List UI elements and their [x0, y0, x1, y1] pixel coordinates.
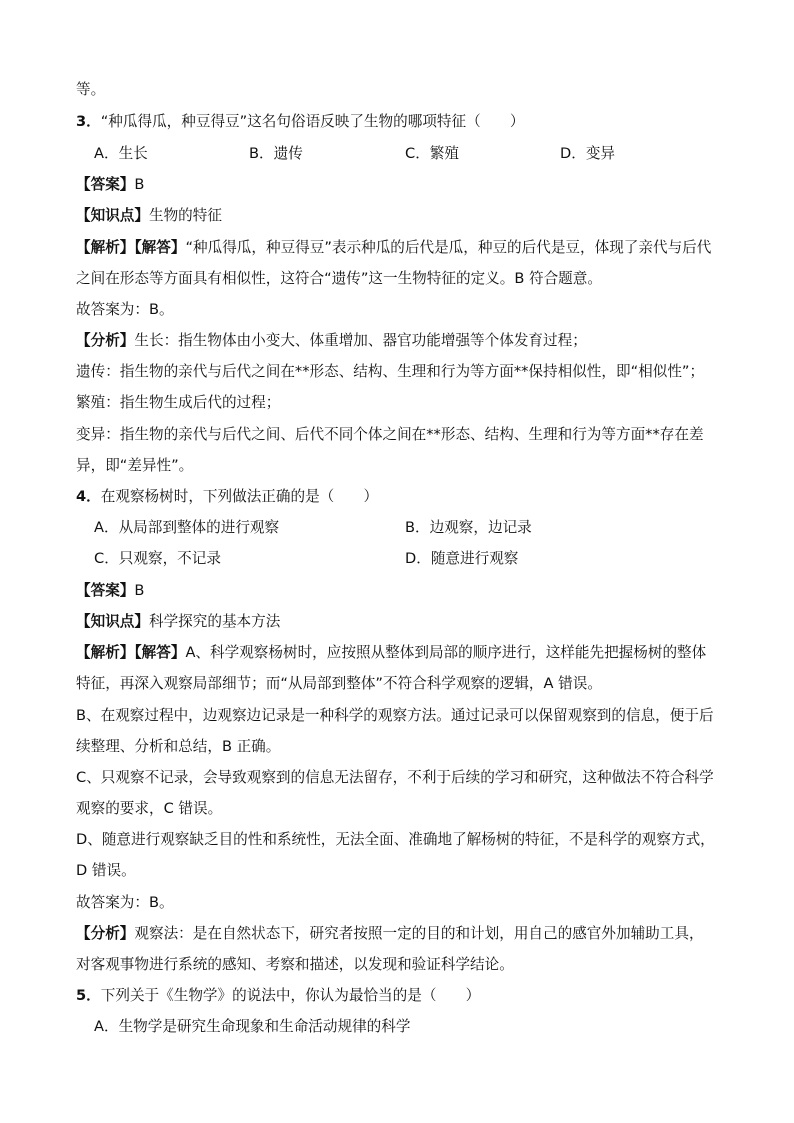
analysis-line: 续整理、分析和总结，B 正确。	[76, 738, 281, 755]
question-number: 3．	[76, 113, 101, 130]
option-a: A．生长	[94, 145, 148, 162]
question-stem: 下列关于《生物学》的说法中，你认为最恰当的是（ ）	[100, 987, 481, 1004]
fenxi-line: 变异：指生物的亲代与后代之间、后代不同个体之间在**形态、结构、生理和行为等方面**存在差	[76, 426, 704, 443]
fenxi-line	[76, 924, 721, 944]
analysis-line	[76, 238, 721, 258]
fenxi-tag: 【分析】	[76, 332, 135, 349]
analysis-line: C、只观察不记录，会导致观察到的信息无法留存，不利于后续的学习和研究，这种做法不符合科学	[76, 769, 714, 786]
analysis-line: 观察的要求，C 错误。	[76, 800, 223, 817]
knowledge-point-value: 生物的特征	[148, 207, 222, 224]
question-number: 5．	[76, 987, 101, 1004]
analysis-tag: 【解析】【解答】	[76, 644, 186, 661]
analysis-line: B、在观察过程中，边观察边记录是一种科学的观察方法。通过记录可以保留观察到的信息，便于后	[76, 707, 714, 724]
analysis-tag: 【解析】【解答】	[76, 239, 186, 256]
answer-value: B	[134, 582, 145, 599]
fenxi-line: 繁殖：指生物生成后代的过程；	[76, 394, 281, 411]
analysis-line: D、随意进行观察缺乏目的性和系统性，无法全面、准确地了解杨树的特征，不是科学的观察方式，	[76, 831, 715, 848]
answer-line	[76, 175, 721, 195]
option-a: A．生物学是研究生命现象和生命活动规律的科学	[94, 1018, 411, 1035]
fenxi-line	[76, 331, 721, 351]
fenxi-line: 异，即“差异性”。	[76, 457, 194, 474]
knowledge-point-line	[76, 612, 721, 632]
analysis-line: D 错误。	[76, 862, 136, 879]
question-number: 4．	[76, 488, 101, 505]
analysis-line: 特征，再深入观察局部细节；而“从局部到整体”不符合科学观察的逻辑，A 错误。	[76, 675, 602, 692]
answer-tag: 【答案】	[76, 582, 135, 599]
fenxi-text: 生长：指生物体由小变大、体重增加、器官功能增强等个体发育过程；	[134, 332, 587, 349]
analysis-line: 之间在形态等方面具有相似性，这符合“遗传”这一生物特征的定义。B 符合题意。	[76, 270, 602, 287]
conclusion-line: 故答案为：B。	[76, 894, 174, 911]
option-d: D．随意进行观察	[405, 550, 519, 567]
question-stem: “种瓜得瓜，种豆得豆”这名句俗语反映了生物的哪项特征（ ）	[100, 113, 525, 130]
knowledge-point-tag: 【知识点】	[76, 207, 149, 224]
question-4	[76, 487, 721, 507]
fenxi-line: 遗传：指生物的亲代与后代之间在**形态、结构、生理和行为等方面**保持相似性，即“相似性”；	[76, 363, 705, 380]
answer-tag: 【答案】	[76, 176, 135, 193]
option-d: D．变异	[560, 145, 616, 162]
fenxi-text: 观察法：是在自然状态下，研究者按照一定的目的和计划，用自己的感官外加辅助工具，	[134, 925, 704, 942]
analysis-text: A、科学观察杨树时，应按照从整体到局部的顺序进行，这样能先把握杨树的整体	[185, 644, 707, 661]
fenxi-tag: 【分析】	[76, 925, 135, 942]
option-c: C．只观察，不记录	[94, 550, 221, 567]
knowledge-point-value: 科学探究的基本方法	[148, 613, 281, 630]
option-a: A．从局部到整体的进行观察	[94, 519, 280, 536]
question-stem: 在观察杨树时，下列做法正确的是（ ）	[100, 488, 379, 505]
analysis-text: “种瓜得瓜，种豆得豆”表示种瓜的后代是瓜，种豆的后代是豆，体现了亲代与后代	[185, 239, 712, 256]
q2-tail: 等。	[76, 81, 106, 98]
question-3	[76, 112, 721, 132]
knowledge-point-line	[76, 206, 721, 226]
answer-value: B	[134, 176, 145, 193]
option-c: C．繁殖	[405, 145, 459, 162]
question-5	[76, 986, 721, 1006]
knowledge-point-tag: 【知识点】	[76, 613, 149, 630]
option-b: B．遗传	[249, 145, 303, 162]
fenxi-line: 对客观事物进行系统的感知、考察和描述，以发现和验证科学结论。	[76, 956, 514, 973]
analysis-line	[76, 643, 721, 663]
conclusion-line: 故答案为：B。	[76, 301, 174, 318]
option-b: B．边观察，边记录	[405, 519, 532, 536]
answer-line	[76, 581, 721, 601]
